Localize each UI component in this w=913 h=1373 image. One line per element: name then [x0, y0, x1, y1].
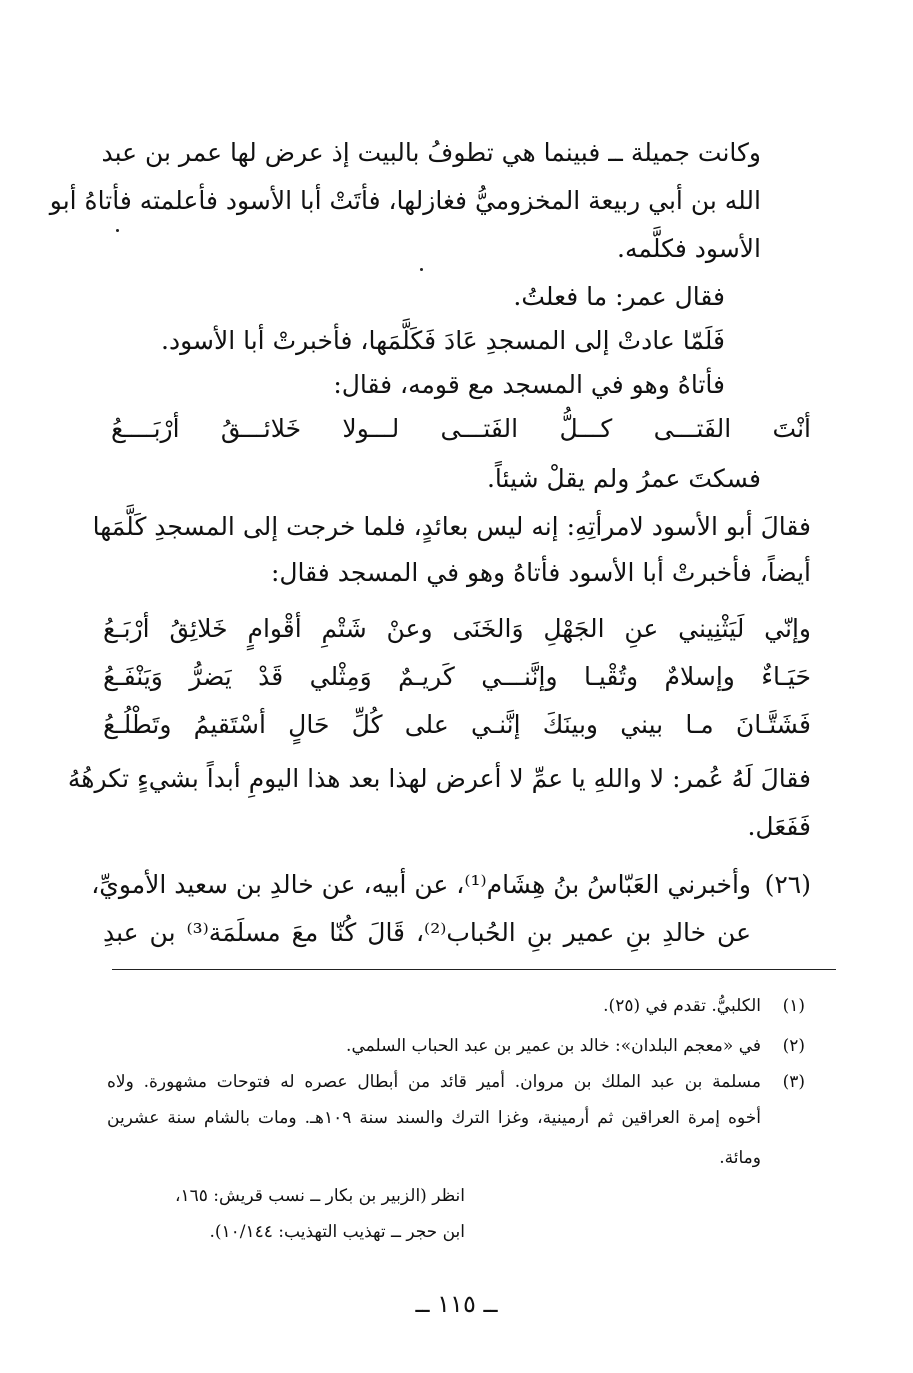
- text-line: وكانت جميلة ــ فبينما هي تطوفُ بالبيت إذ عرض لها عمر بن عبد: [101, 138, 761, 167]
- text-line: فأتاهُ وهو في المسجد مع قومه، فقال:: [333, 370, 725, 399]
- narration-number: (٢٦): [764, 870, 811, 899]
- reference-line: ابن حجر ــ تهذيب التهذيب: ١٠/١٤٤).: [209, 1222, 465, 1242]
- footnote-separator: [112, 969, 836, 970]
- footnote-text: في «معجم البلدان»: خالد بن عمير بن عبد الحباب السلمي.: [346, 1036, 761, 1056]
- verse-line: حَيَـاءٌ وإسلامٌ وتُقْيـا وإنَّنـــي كَريـمٌ وَمِثْلي قَدْ يَضرُّ وَيَنْفَـعُ: [103, 662, 811, 691]
- text-line: فقال عمر: ما فعلتُ.: [513, 282, 725, 311]
- footnote-text: الكلبيُّ. تقدم في (٢٥).: [603, 996, 761, 1016]
- footnote-text: أخوه إمرة العراقين ثم أرمينية، وغزا الترك والسند سنة ١٠٩هـ. ومات بالشام سنة عشرين: [107, 1108, 761, 1128]
- print-speck: [116, 229, 119, 232]
- text-line: فَلَمّا عادتْ إلى المسجدِ عَادَ فَكَلَّمَها، فأخبرتْ أبا الأسود.: [161, 326, 725, 355]
- footnote-number: (٣): [782, 1072, 805, 1092]
- text-line: أيضاً، فأخبرتْ أبا الأسود فأتاهُ وهو في المسجد فقال:: [270, 558, 811, 587]
- verse-line: فَشَتَّـانَ مـا بيني وبينَكَ إنَّنـي على كُلِّ حَالٍ أسْتَقيمُ وتَطْلُـعُ: [103, 710, 811, 739]
- text-line: عن خالدِ بنِ عمير بنِ الحُباب⁽²⁾، قَالَ كُنّا معَ مسلَمَة⁽³⁾ بن عبدِ: [103, 918, 751, 947]
- text-line: فسكتَ عمرُ ولم يقلْ شيئاً.: [486, 464, 761, 493]
- text-line: فقالَ لَهُ عُمر: لا واللهِ يا عمِّ لا أعرض لهذا بعد هذا اليومِ أبداً بشيءٍ تكرهُهُ: [67, 764, 811, 793]
- text-line: فقالَ أبو الأسود لامرأتِهِ: إنه ليس بعائدٍ، فلما خرجت إلى المسجدِ كَلَّمَها: [92, 512, 811, 541]
- footnote-number: (٢): [782, 1036, 805, 1056]
- footnote-text: مسلمة بن عبد الملك بن مروان. أمير قائد من أبطال عصره له فتوحات مشهورة. ولاه: [107, 1072, 761, 1092]
- text-line: الأسود فكلَّمه.: [617, 234, 761, 263]
- text-line: فَفَعَل.: [747, 812, 811, 841]
- footnote-number: (١): [782, 996, 805, 1016]
- verse-line: وإنّي لَيَثْنِيني عنِ الجَهْلِ وَالخَنَى وعنْ شَتْمِ أقْوامٍ خَلائِقُ أرْبَـعُ: [103, 614, 811, 643]
- page-number: ــ ١١٥ ــ: [415, 1290, 498, 1318]
- reference-line: انظر (الزبير بن بكار ــ نسب قريش: ١٦٥،: [174, 1186, 465, 1206]
- footnote-text: ومائة.: [719, 1148, 761, 1168]
- verse-line: أنْتَ الفَتـــى كـــلُّ الفَتـــى لـــولا خَلائـــقُ أرْبَــــعُ: [111, 414, 811, 443]
- text-line: الله بن أبي ربيعة المخزوميُّ فغازلها، فأتَتْ أبا الأسود فأعلمته فأتاهُ أبو: [49, 186, 761, 215]
- print-speck: [420, 268, 423, 271]
- text-line: وأخبرني العَبّاسُ بنُ هِشَام⁽¹⁾، عن أبيه، عن خالدِ بن سعيد الأمويِّ،: [91, 870, 751, 899]
